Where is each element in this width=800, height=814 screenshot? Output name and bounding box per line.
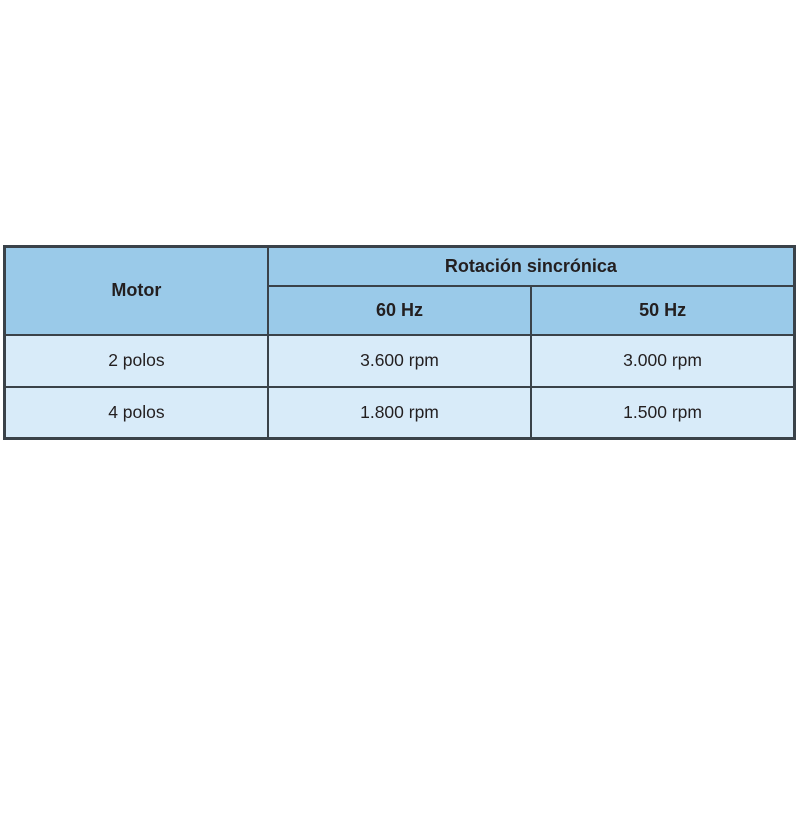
cell-2polos-50hz: 3.000 rpm (531, 335, 794, 387)
header-50hz: 50 Hz (531, 286, 794, 335)
motor-rotation-table-container (3, 245, 796, 440)
table-row-2-polos (5, 335, 795, 387)
motor-rotation-table (3, 245, 796, 440)
cell-2polos-60hz: 3.600 rpm (268, 335, 531, 387)
table-row-4-polos (5, 387, 795, 439)
cell-4polos-60hz: 1.800 rpm (268, 387, 531, 439)
header-motor: Motor (5, 247, 268, 335)
header-rotacion-sincronica: Rotación sincrónica (268, 247, 795, 286)
header-row-group (5, 247, 795, 286)
header-60hz: 60 Hz (268, 286, 531, 335)
cell-motor-2polos: 2 polos (5, 335, 268, 387)
cell-4polos-50hz: 1.500 rpm (531, 387, 794, 439)
cell-motor-4polos: 4 polos (5, 387, 268, 439)
